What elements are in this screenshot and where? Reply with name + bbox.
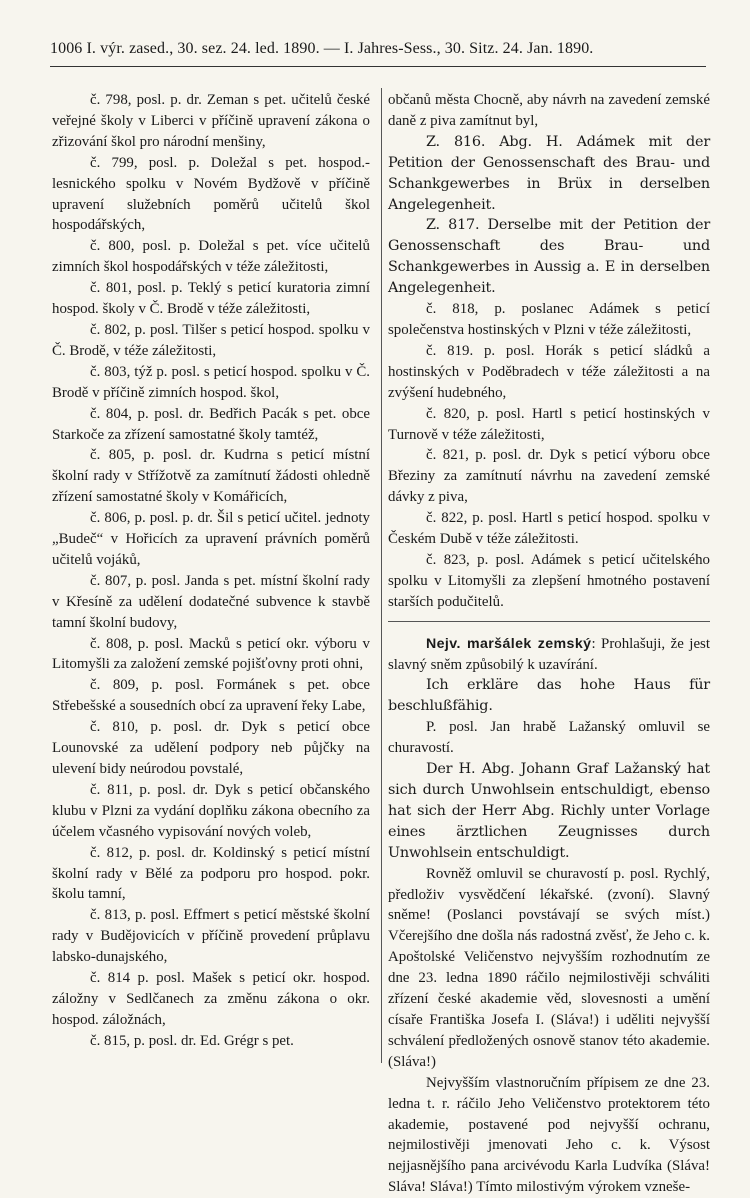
- speaker-text: : Prohlašuji, že jest slavný sněm způsobilý k uzavírání.: [388, 635, 710, 673]
- petition-entry: č. 801, posl. p. Teklý s peticí kuratoria zimní hospod. školy v Č. Brodě v téže záležitosti,: [52, 280, 370, 318]
- section-separator: [388, 621, 710, 622]
- petition-entry: č. 814 p. posl. Mašek s peticí okr. hospod. záložny v Sedlčanech za změnu zákona o okr. hospod. záložnách,: [52, 970, 370, 1028]
- petition-entry: č. 811, p. posl. dr. Dyk s peticí občanského klubu v Plzni za vydání doplňku zákona obecního za účelem včasného vypisování nových voleb,: [52, 781, 370, 840]
- petition-entry: č. 805, p. posl. dr. Kudrna s peticí místní školní rady v Střížotvě za zamítnutí žádosti ohledně zřízení samostatné školy v Komářicích,: [52, 447, 370, 506]
- petition-entry: č. 798, posl. p. dr. Zeman s pet. učitelů české veřejné školy v Liberci v příčině upravení zákona o zřizování škol pro národní menšiny,: [52, 92, 370, 150]
- speech-paragraph-german: Der H. Abg. Johann Graf Lažanský hat sich durch Unwohlsein entschuldigt, ebenso hat sich der Herr Abg. Richly unter Vorlage eines ärztlichen Zeugnisses durch Unwohlsein entschuldigt.: [388, 761, 710, 861]
- petition-entry: č. 819. p. posl. Horák s peticí sládků a hostinských v Poděbradech v téže záležitosti a na zvýšení hudebného,: [388, 342, 710, 401]
- petition-entry: č. 812, p. posl. dr. Koldinský s peticí místní školní rady v Bělé za podporu pro hospod. pokr. školu tamní,: [52, 844, 370, 903]
- petition-entry: č. 800, posl. p. Doležal s pet. více učitelů zimních škol hospodářských v téže záležitosti,: [52, 238, 370, 276]
- left-column: [52, 90, 370, 1052]
- petition-entry: č. 823, p. posl. Adámek s peticí učitelského spolku v Litomyšli za zlepšení hmotného postavení starších podučitelů.: [388, 551, 710, 610]
- speech-paragraph: [388, 634, 710, 676]
- page-header: 1006 I. výr. zased., 30. sez. 24. led. 1890. — I. Jahres-Sess., 30. Sitz. 24. Jan. 1890.: [50, 40, 594, 57]
- petition-entry-german: Z. 816. Abg. H. Adámek mit der Petition der Genossenschaft des Brau- und Schankgewerbes in Brüx in derselben Angelegenheit.: [388, 133, 710, 213]
- petition-entry: č. 821, p. posl. dr. Dyk s peticí výboru obce Březiny za zamítnutí návrhu na zavedení zemské dávky z piva,: [388, 447, 710, 506]
- petition-entry: č. 806, p. posl. p. dr. Šil s peticí učitel. jednoty „Budeč“ v Hořicích za upravení právních poměrů učitelů vojáků,: [52, 510, 370, 568]
- petition-entry: č. 818, p. poslanec Adámek s peticí společenstva hostinských v Plzni v téže záležitosti,: [388, 301, 710, 338]
- header-rule: [50, 66, 706, 67]
- petition-entry-continued: občanů města Chocně, aby návrh na zavedení zemské daně z piva zamítnut byl,: [388, 92, 710, 129]
- petition-entry: č. 803, týž p. posl. s peticí hospod. spolku v Č. Brodě v příčině zimních hospod. škol,: [52, 363, 370, 401]
- petition-entry: č. 810, p. posl. dr. Dyk s peticí obce Lounovské za udělení podpory neb půjčky na ulevení bidy neúrodou povstalé,: [52, 719, 370, 777]
- speaker-name: Nejv. maršálek zemský: [426, 635, 592, 652]
- petition-entry: č. 808, p. posl. Macků s peticí okr. výboru v Litomyšli za založení zemské pojišťovny proti ohni,: [52, 635, 370, 673]
- petition-entry: č. 807, p. posl. Janda s pet. místní školní rady v Křesíně za udělení dodatečné subvence k stavbě tamní školní budovy,: [52, 572, 370, 631]
- petition-entry: č. 822, p. posl. Hartl s peticí hospod. spolku v Českém Dubě v téže záležitosti.: [388, 510, 710, 548]
- petition-entry: č. 804, p. posl. dr. Bedřich Pacák s pet. obce Starkoče za zřízení samostatné školy tamtéž,: [52, 405, 370, 443]
- speech-paragraph: P. posl. Jan hrabě Lažanský omluvil se churavostí.: [388, 719, 710, 757]
- speech-paragraph: Rovněž omluvil se churavostí p. posl. Rychlý, předloživ vysvědčení lékařské. (zvoní). Slavný sněme! (Poslanci povstávají se svých míst.) Včerejšího dne došla nás radostná zvěsť, že Jeho c. k. Apoštolské Veličenstvo nejvyšším rozhodnutím ze dne 23. ledna 1890 ráčilo nejmilostivěji schváliti zřízení české akademie věd, slovesnosti a umění císaře Františka Josefa I. (Sláva!) i uděliti nejvyšší schválení předložených osnově stanov této akademie. (Sláva!): [388, 865, 710, 1070]
- petition-entry-german: Z. 817. Derselbe mit der Petition der Genossenschaft des Brau- und Schankgewerbes in Aussig a. E in derselben Angelegenheit.: [388, 217, 710, 297]
- petition-entry: č. 820, p. posl. Hartl s peticí hostinských v Turnově v téže záležitosti,: [388, 405, 710, 443]
- speech-paragraph: Nejvyšším vlastnoručním přípisem ze dne 23. ledna t. r. ráčilo Jeho Veličenstvo protektorem této akademie, postavené pod nejvyšší ochranu, nejmilostivěji jmenovati Jeho c. k. Výsost nejjasnějšího pana arcivévodu Karla Ludvíka (Sláva! Sláva! Sláva!) Tímto milostivým výrokem vzneše-: [388, 1074, 710, 1196]
- petition-entry: č. 802, p. posl. Tilšer s peticí hospod. spolku v Č. Brodě, v téže záležitosti,: [52, 321, 370, 359]
- column-divider: [381, 88, 382, 1063]
- petition-entry: č. 809, p. posl. Formánek s pet. obce Střebešské a sousedních obcí za upravení řeky Labe,: [52, 677, 370, 715]
- petition-entry: č. 815, p. posl. dr. Ed. Grégr s pet.: [90, 1032, 294, 1049]
- right-column: [388, 90, 710, 1198]
- speech-paragraph-german: Ich erkläre das hohe Haus für beschlußfähig.: [388, 677, 710, 715]
- petition-entry: č. 799, posl. p. Doležal s pet. hospod.-lesnického spolku v Novém Bydžově v příčině upravení služebních poměrů učitelů škol hospodářských,: [52, 154, 370, 234]
- petition-entry: č. 813, p. posl. Effmert s peticí městské školní rady v Budějovicích v příčině provedení průplavu labsko-dunajského,: [52, 907, 370, 966]
